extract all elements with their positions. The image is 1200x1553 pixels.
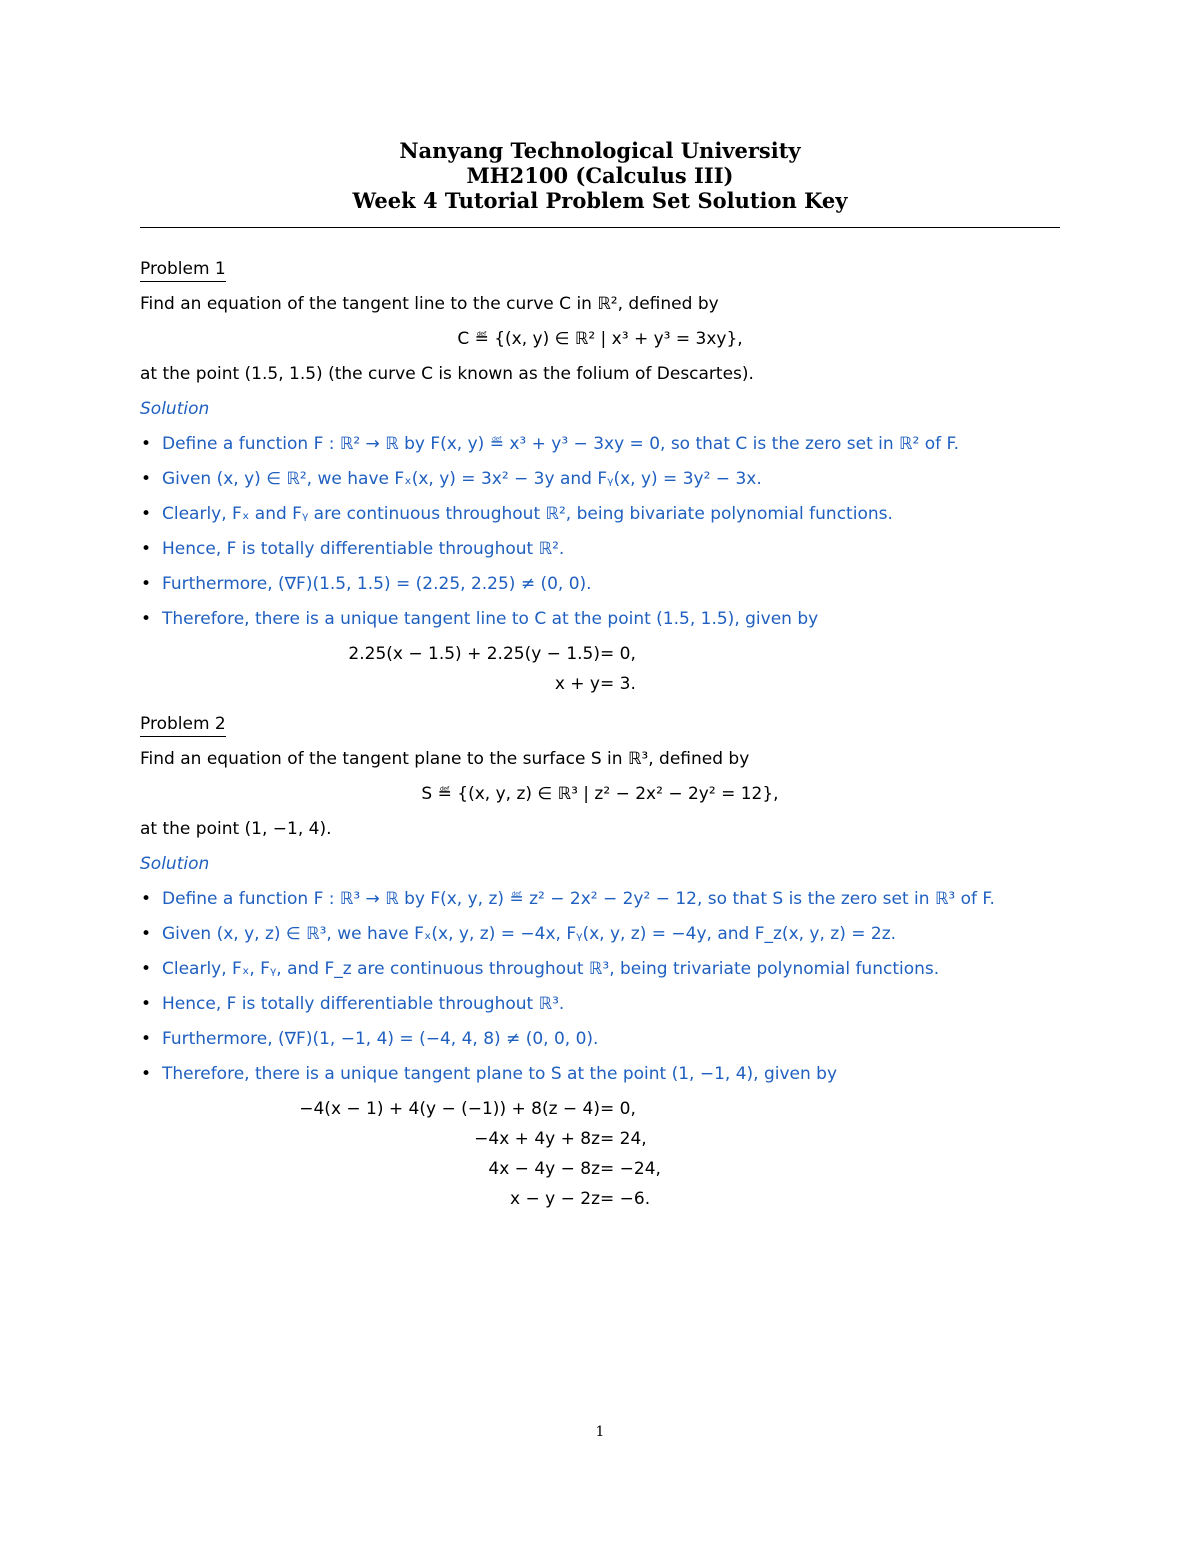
problem-1-solution-label: Solution xyxy=(140,399,210,419)
solution-step: • Clearly, Fₓ and Fᵧ are continuous throughout ℝ², being bivariate polynomial functions. xyxy=(141,504,893,524)
equation-rhs: = 0, xyxy=(600,644,636,664)
equation-rhs: = 3. xyxy=(600,674,636,694)
solution-step: • Define a function F : ℝ³ → ℝ by F(x, y, z) ≝ z² − 2x² − 2y² − 12, so that S is the zero set in ℝ³ of F. xyxy=(141,889,995,909)
equation-rhs: = −6. xyxy=(600,1189,651,1209)
problem-1 xyxy=(140,258,1060,702)
bullet-icon: • xyxy=(141,504,152,524)
solution-step: • Define a function F : ℝ² → ℝ by F(x, y) ≝ x³ + y³ − 3xy = 0, so that C is the zero set in ℝ² of F. xyxy=(141,434,959,454)
problem-2-statement: Find an equation of the tangent plane to the surface S in ℝ³, defined by xyxy=(140,749,750,769)
page-number: 1 xyxy=(595,1424,605,1440)
bullet-icon: • xyxy=(141,959,152,979)
bullet-icon: • xyxy=(141,1064,152,1084)
equation-row xyxy=(140,1187,1060,1217)
university-name: Nanyang Technological University xyxy=(399,138,801,163)
problem-1-heading: Problem 1 xyxy=(140,258,226,282)
problem-1-steps xyxy=(140,432,1060,642)
problem-1-definition: C ≝ {(x, y) ∈ ℝ² | x³ + y³ = 3xy}, xyxy=(457,329,743,349)
header-rule xyxy=(140,227,1060,228)
equation-row xyxy=(140,1157,1060,1187)
solution-step: • Given (x, y, z) ∈ ℝ³, we have Fₓ(x, y, z) = −4x, Fᵧ(x, y, z) = −4y, and F_z(x, y, z) = 2z. xyxy=(141,924,897,944)
equation-lhs: 2.25(x − 1.5) + 2.25(y − 1.5) xyxy=(348,644,600,664)
solution-step: • Hence, F is totally differentiable throughout ℝ². xyxy=(141,539,565,559)
bullet-icon: • xyxy=(141,539,152,559)
equation-lhs: −4(x − 1) + 4(y − (−1)) + 8(z − 4) xyxy=(299,1099,600,1119)
problem-1-point: at the point (1.5, 1.5) (the curve C is known as the folium of Descartes). xyxy=(140,364,754,384)
bullet-icon: • xyxy=(141,434,152,454)
equation-rhs: = 0, xyxy=(600,1099,636,1119)
problem-1-equations xyxy=(140,642,1060,702)
problem-2 xyxy=(140,713,1060,1217)
equation-rhs: = −24, xyxy=(600,1159,661,1179)
solution-step: • Given (x, y) ∈ ℝ², we have Fₓ(x, y) = 3x² − 3y and Fᵧ(x, y) = 3y² − 3x. xyxy=(141,469,762,489)
document-header xyxy=(140,138,1060,213)
problem-2-heading: Problem 2 xyxy=(140,713,226,737)
equation-lhs: x − y − 2z xyxy=(510,1189,600,1209)
problem-2-solution-label: Solution xyxy=(140,854,210,874)
document-title: Week 4 Tutorial Problem Set Solution Key xyxy=(352,188,848,213)
equation-rhs: = 24, xyxy=(600,1129,647,1149)
bullet-icon: • xyxy=(141,994,152,1014)
equation-lhs: x + y xyxy=(554,674,600,694)
solution-step: • Clearly, Fₓ, Fᵧ, and F_z are continuous throughout ℝ³, being trivariate polynomial functions. xyxy=(141,959,940,979)
bullet-icon: • xyxy=(141,574,152,594)
equation-lhs: −4x + 4y + 8z xyxy=(474,1129,600,1149)
bullet-icon: • xyxy=(141,469,152,489)
bullet-icon: • xyxy=(141,609,152,629)
equation-row xyxy=(140,1097,1060,1127)
equation-lhs: 4x − 4y − 8z xyxy=(488,1159,600,1179)
course-title: MH2100 (Calculus III) xyxy=(466,163,734,188)
problem-2-steps xyxy=(140,887,1060,1097)
solution-step: • Furthermore, (∇F)(1.5, 1.5) = (2.25, 2.25) ≠ (0, 0). xyxy=(141,574,592,594)
bullet-icon: • xyxy=(141,889,152,909)
equation-row xyxy=(140,642,1060,672)
problem-1-statement: Find an equation of the tangent line to the curve C in ℝ², defined by xyxy=(140,294,719,314)
solution-step: • Therefore, there is a unique tangent plane to S at the point (1, −1, 4), given by xyxy=(141,1064,838,1084)
bullet-icon: • xyxy=(141,924,152,944)
solution-step: • Hence, F is totally differentiable throughout ℝ³. xyxy=(141,994,565,1014)
problem-2-point: at the point (1, −1, 4). xyxy=(140,819,332,839)
equation-row xyxy=(140,672,1060,702)
solution-step: • Furthermore, (∇F)(1, −1, 4) = (−4, 4, 8) ≠ (0, 0, 0). xyxy=(141,1029,599,1049)
bullet-icon: • xyxy=(141,1029,152,1049)
problem-2-equations xyxy=(140,1097,1060,1217)
equation-row xyxy=(140,1127,1060,1157)
solution-step: • Therefore, there is a unique tangent line to C at the point (1.5, 1.5), given by xyxy=(141,609,819,629)
problem-2-definition: S ≝ {(x, y, z) ∈ ℝ³ | z² − 2x² − 2y² = 12}, xyxy=(421,784,779,804)
